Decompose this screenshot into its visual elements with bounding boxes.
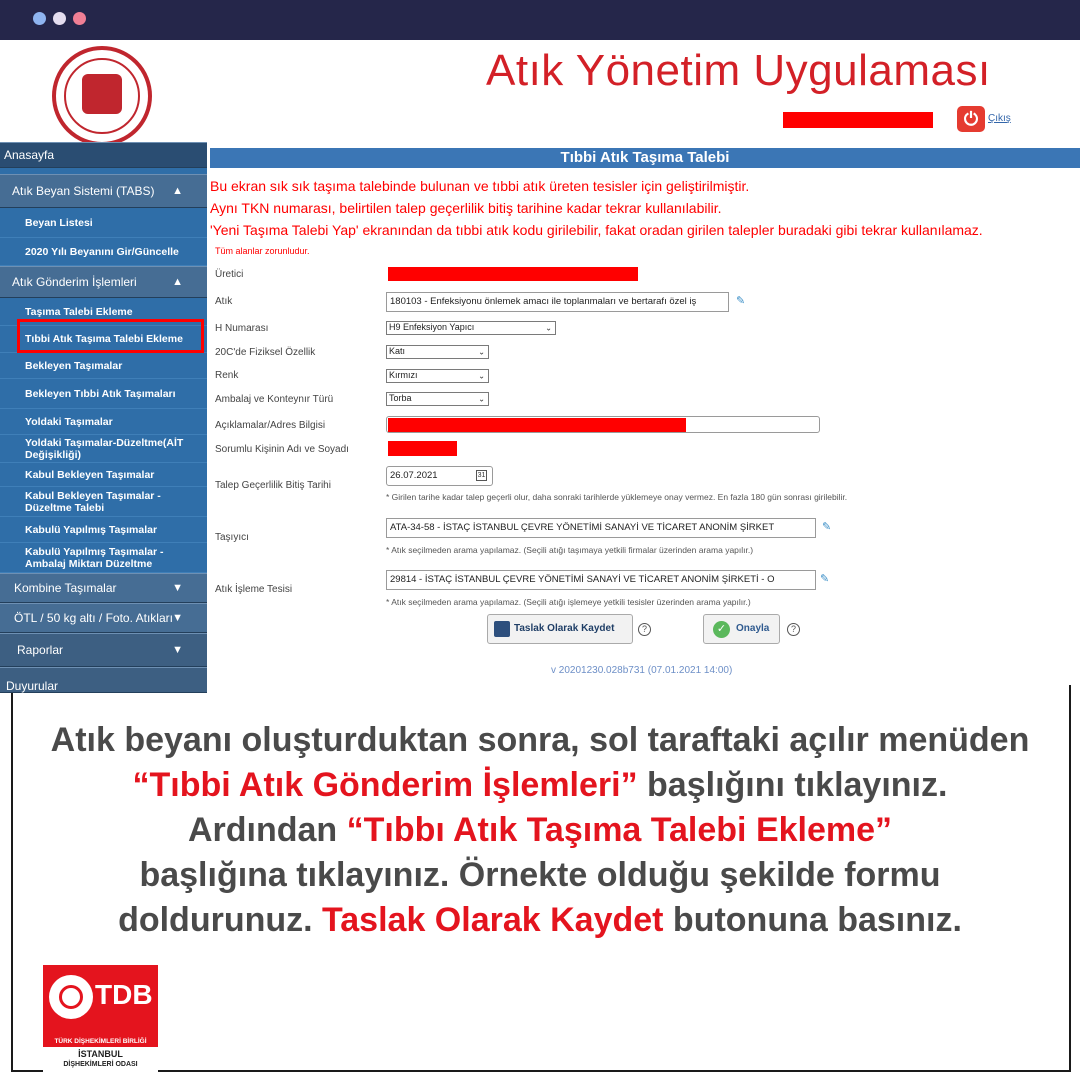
caption-line: [20, 808, 1060, 853]
physical-select[interactable]: Katı ⌄: [386, 345, 489, 359]
caption-highlight: “Tıbbi Atık Gönderim İşlemleri”: [132, 766, 638, 804]
window-dot-icon[interactable]: [33, 12, 46, 25]
producer-redacted: [388, 267, 638, 281]
chevron-up-icon: ▲: [172, 276, 183, 288]
sidebar-subitem[interactable]: Kabul Bekleyen Taşımalar: [0, 463, 207, 487]
save-disk-icon: [494, 621, 510, 637]
sidebar-item-otl[interactable]: ÖTL / 50 kg altı / Foto. Atıkları ▼: [0, 603, 207, 633]
pencil-icon[interactable]: ✎: [822, 521, 832, 533]
chevron-down-icon: ⌄: [478, 394, 485, 404]
facility-label: Atık İşleme Tesisi: [215, 584, 293, 595]
required-note: Tüm alanlar zorunludur.: [215, 246, 310, 256]
chevron-up-icon: ▲: [172, 185, 183, 197]
sidebar-item-reports[interactable]: Raporlar ▼: [0, 633, 207, 667]
window-dot-icon[interactable]: [53, 12, 66, 25]
h-number-select[interactable]: H9 Enfeksiyon Yapıcı ⌄: [386, 321, 556, 335]
waste-input[interactable]: 180103 - Enfeksiyonu önlemek amacı ile toplanmaları ve bertarafı özel iş: [386, 292, 729, 312]
caption-text: butonuna basınız.: [663, 901, 962, 939]
pencil-icon[interactable]: ✎: [820, 573, 830, 585]
responsible-redacted: [388, 441, 457, 456]
calendar-icon[interactable]: 31: [477, 472, 486, 479]
tdb-logo: [43, 965, 158, 1073]
tdb-knot-icon: [49, 975, 93, 1019]
chevron-down-icon: ▼: [172, 582, 183, 594]
page-title: Tıbbi Atık Taşıma Talebi: [210, 148, 1080, 168]
caption-text: başlığını tıklayınız.: [637, 766, 948, 804]
window-titlebar: [0, 0, 1080, 40]
sidebar-item-combined[interactable]: Kombine Taşımalar ▼: [0, 573, 207, 603]
logo-line: TÜRK DİŞHEKİMLERİ BİRLİĞİ: [54, 1038, 147, 1045]
help-icon[interactable]: ?: [787, 623, 800, 636]
highlight-box: [17, 319, 204, 353]
responsible-label: Sorumlu Kişinin Adı ve Soyadı: [215, 444, 349, 455]
container-select[interactable]: Torba ⌄: [386, 392, 489, 406]
facility-hint: * Atık seçilmeden arama yapılamaz. (Seçili atığı işlemeye yetkili tesisler üzerinden arama yapılır.): [386, 597, 751, 607]
info-line: 'Yeni Taşıma Talebi Yap' ekranından da tıbbi atık kodu girilebilir, fakat oradan girilen talepler buradaki gibi tekrar kullanılamaz.: [210, 222, 983, 238]
carrier-hint: * Atık seçilmeden arama yapılamaz. (Seçili atığı taşımaya yetkili firmalar üzerinden arama yapılır.): [386, 545, 754, 555]
carrier-label: Taşıyıcı: [215, 532, 249, 543]
sidebar-subitem[interactable]: Taşıma Talebi Ekleme: [0, 298, 207, 326]
caption-highlight: Taslak Olarak Kaydet: [322, 901, 664, 939]
check-circle-icon: ✓: [713, 621, 730, 638]
sidebar-item-home[interactable]: Anasayfa: [0, 142, 207, 168]
logo-line: İSTANBUL: [78, 1049, 123, 1059]
window-dot-icon[interactable]: [73, 12, 86, 25]
sidebar: [0, 142, 207, 693]
save-draft-button[interactable]: Taslak Olarak Kaydet: [487, 614, 633, 644]
sidebar-subitem[interactable]: 2020 Yılı Beyanını Gir/Güncelle: [0, 238, 207, 266]
sidebar-subitem[interactable]: Yoldaki Taşımalar-Düzeltme(AİT Değişikliği): [0, 435, 207, 463]
caption-highlight: “Tıbbı Atık Taşıma Talebi Ekleme”: [346, 811, 893, 849]
container-label: Ambalaj ve Konteynır Türü: [215, 394, 334, 405]
caption-line: Atık beyanı oluşturduktan sonra, sol taraftaki açılır menüden: [50, 721, 1030, 759]
color-select[interactable]: Kırmızı ⌄: [386, 369, 489, 383]
logout-power-icon[interactable]: ⏻: [957, 106, 985, 132]
logo-line: DİŞHEKİMLERİ ODASI: [63, 1061, 138, 1068]
sidebar-item-tabs[interactable]: Atık Beyan Sistemi (TABS) ▲: [0, 174, 207, 208]
carrier-input[interactable]: ATA-34-58 - İSTAÇ İSTANBUL ÇEVRE YÖNETİMİ SANAYİ VE TİCARET ANONİM ŞİRKET: [386, 518, 816, 538]
chevron-down-icon: ⌄: [478, 371, 485, 381]
chevron-down-icon: ▼: [172, 644, 183, 656]
approve-button[interactable]: ✓ Onayla: [703, 614, 780, 644]
instruction-caption: [20, 718, 1060, 943]
info-line: Aynı TKN numarası, belirtilen talep geçerlilik bitiş tarihine kadar tekrar kullanılabilir.: [210, 200, 722, 216]
chevron-down-icon: ▼: [172, 612, 183, 624]
info-line: Bu ekran sık sık taşıma talebinde bulunan ve tıbbi atık üreten tesisler için geliştirilmiştir.: [210, 178, 750, 194]
help-icon[interactable]: ?: [638, 623, 651, 636]
caption-line: [20, 898, 1060, 943]
sidebar-subitem[interactable]: Bekleyen Tıbbi Atık Taşımaları: [0, 379, 207, 409]
version-text: v 20201230.028b731 (07.01.2021 14:00): [551, 665, 733, 676]
logo-name: TDB: [95, 979, 153, 1010]
sidebar-subitem[interactable]: Beyan Listesi: [0, 208, 207, 238]
sidebar-subitem[interactable]: Kabulü Yapılmış Taşımalar: [0, 517, 207, 543]
h-number-label: H Numarası: [215, 323, 269, 334]
caption-line: [20, 763, 1060, 808]
caption-text: doldurunuz.: [118, 901, 323, 939]
chevron-down-icon: ⌄: [478, 347, 485, 357]
sidebar-subitem[interactable]: Bekleyen Taşımalar: [0, 353, 207, 379]
user-name-redacted: [783, 112, 933, 128]
sidebar-item-announcements[interactable]: Duyurular: [0, 667, 207, 693]
caption-text: Ardından: [187, 811, 347, 849]
sidebar-item-shipping[interactable]: Atık Gönderim İşlemleri ▲: [0, 266, 207, 298]
sidebar-subitem[interactable]: Yoldaki Taşımalar: [0, 409, 207, 435]
chevron-down-icon: ⌄: [545, 323, 552, 333]
notes-label: Açıklamalar/Adres Bilgisi: [215, 420, 326, 431]
notes-redacted: [388, 418, 686, 432]
caption-line: başlığına tıklayınız. Örnekte olduğu şekilde formu: [139, 856, 941, 894]
valid-until-input[interactable]: 26.07.2021: [386, 466, 493, 486]
logout-link[interactable]: Çıkış: [988, 113, 1011, 124]
sidebar-subitem-medical-waste-request[interactable]: Tıbbi Atık Taşıma Talebi Ekleme: [0, 326, 207, 353]
facility-input[interactable]: 29814 - İSTAÇ İSTANBUL ÇEVRE YÖNETİMİ SANAYİ VE TİCARET ANONİM ŞİRKETİ - O: [386, 570, 816, 590]
color-label: Renk: [215, 370, 239, 381]
app-title: Atık Yönetim Uygulaması: [486, 46, 991, 95]
ministry-seal-icon: [52, 46, 152, 146]
physical-label: 20C'de Fiziksel Özellik: [215, 347, 316, 358]
pencil-icon[interactable]: ✎: [736, 295, 746, 307]
valid-until-label: Talep Geçerlilik Bitiş Tarihi: [215, 480, 331, 491]
valid-until-hint: * Girilen tarihe kadar talep geçerli olur, daha sonraki tarihlerde yüklemeye onay vermez. En fazla 180 gün sonrası girilebilir.: [386, 492, 848, 502]
sidebar-subitem[interactable]: Kabulü Yapılmış Taşımalar - Ambalaj Miktarı Düzeltme: [0, 543, 207, 573]
sidebar-subitem[interactable]: Kabul Bekleyen Taşımalar - Düzeltme Talebi: [0, 487, 207, 517]
waste-label: Atık: [215, 296, 233, 307]
producer-label: Üretici: [215, 269, 244, 280]
